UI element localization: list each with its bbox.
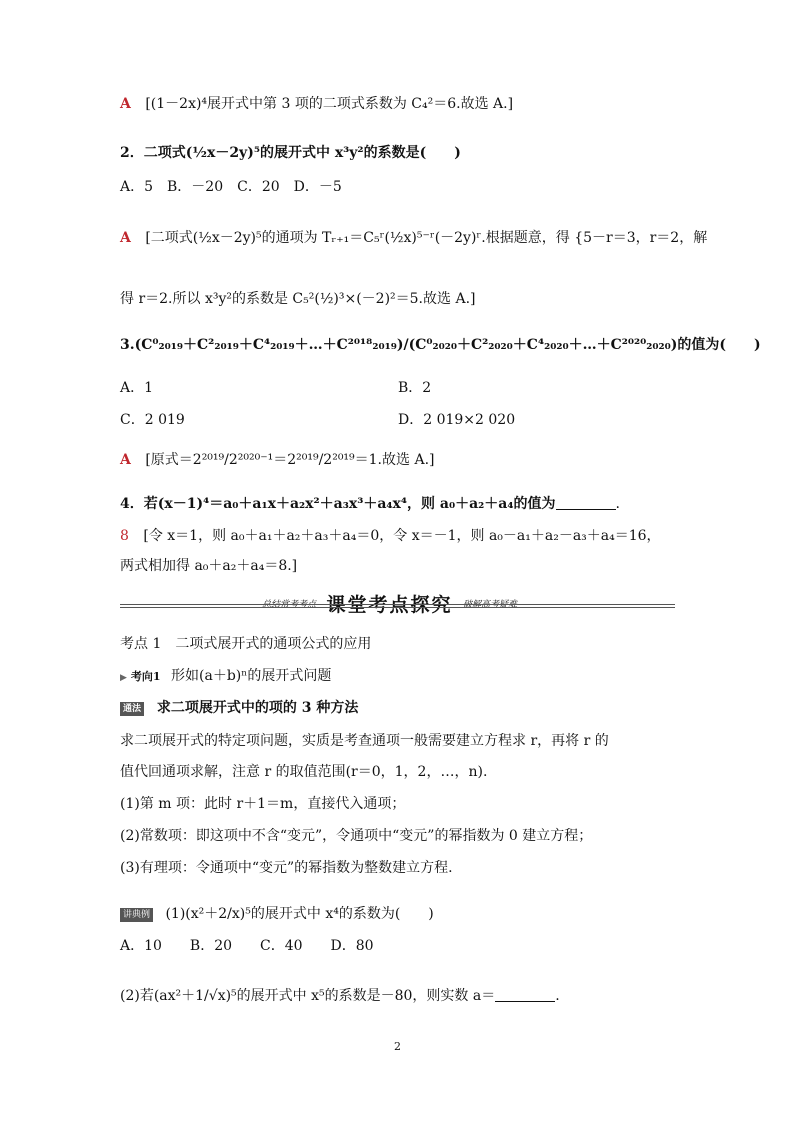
page-number: 2 <box>394 1040 401 1053</box>
section-divider <box>120 604 675 608</box>
answer-blank[interactable] <box>495 987 555 1002</box>
method-item-2: (2)常数项：即这项中不含“变元”，令通项中“变元”的幂指数为 0 建立方程； <box>120 828 593 844</box>
question-4: 4．若(x－1)⁴＝a₀＋a₁x＋a₂x²＋a₃x³＋a₄x⁴，则 a₀＋a₂＋a₄的值为 . <box>120 496 620 512</box>
direction-tag: ▶ 考向1 <box>120 670 161 683</box>
question-3-option-c: C．2 019 <box>120 412 185 428</box>
answer-line-3 <box>120 450 434 470</box>
answer-explanation: [二项式(½x－2y)⁵的通项为 Tᵣ₊₁＝C₅ʳ(½x)⁵⁻ʳ(－2y)ʳ.根据题意，得 {5－r＝3，r＝2，解 <box>145 230 708 246</box>
answer-explanation: [(1－2x)⁴展开式中第 3 项的二项式系数为 C₄²＝6.故选 A.] <box>145 96 514 112</box>
question-3-option-a: A．1 <box>120 380 154 396</box>
answer-line-1 <box>120 94 513 114</box>
method-para-1: 求二项展开式的特定项问题，实质是考查通项一般需要建立方程求 r，再将 r 的 <box>120 733 609 749</box>
answer-letter: A <box>120 96 131 112</box>
answer-letter: A <box>120 230 131 246</box>
answer-line-4 <box>120 526 661 546</box>
answer-line-4-cont: 两式相加得 a₀＋a₂＋a₄＝8.] <box>120 558 298 574</box>
banner-right-text: 破解高考疑难 <box>462 600 517 610</box>
example-2: (2)若(ax²＋1/√x)⁵的展开式中 x⁵的系数是－80，则实数 a＝ . <box>120 988 560 1004</box>
triangle-icon: ▶ <box>120 673 127 683</box>
question-3-option-d: D．2 019×2 020 <box>398 412 516 428</box>
answer-explanation: [原式＝2²⁰¹⁹/2²⁰²⁰⁻¹＝2²⁰¹⁹/2²⁰¹⁹＝1.故选 A.] <box>145 452 435 468</box>
answer-value: 8 <box>120 528 129 544</box>
question-3-option-b: B．2 <box>398 380 432 396</box>
answer-line-2-cont: 得 r＝2.所以 x³y²的系数是 C₅²(½)³×(－2)²＝5.故选 A.] <box>120 291 476 307</box>
answer-letter: A <box>120 452 131 468</box>
question-3: 3.(C⁰₂₀₁₉＋C²₂₀₁₉＋C⁴₂₀₁₉＋…＋C²⁰¹⁸₂₀₁₉)/(C⁰₂₀₂₀＋C²₂₀₂₀＋C⁴₂₀₂₀＋…＋C²⁰²⁰₂₀₂₀)的值为( ) <box>120 337 761 353</box>
question-2-options: A．5 B．－20 C．20 D．－5 <box>120 179 342 195</box>
answer-blank[interactable] <box>556 495 616 510</box>
example-tag: 讲典例 <box>120 908 153 922</box>
banner-left-text: 总结常考考点 <box>262 600 317 610</box>
banner-title: 课堂考点探究 <box>326 594 453 616</box>
example-1-options: A．10 B．20 C．40 D．80 <box>120 938 374 954</box>
method-heading: 通法 求二项展开式中的项的 3 种方法 <box>120 698 358 718</box>
answer-explanation: [令 x＝1，则 a₀＋a₁＋a₂＋a₃＋a₄＝0，令 x＝－1，则 a₀－a₁＋a₂－a₃＋a₄＝16， <box>143 528 661 544</box>
method-item-1: (1)第 m 项：此时 r＋1＝m，直接代入通项； <box>120 796 406 812</box>
method-item-3: (3)有理项：令通项中“变元”的幂指数为整数建立方程. <box>120 860 453 876</box>
question-2: 2．二项式(½x－2y)⁵的展开式中 x³y²的系数是( ) <box>120 145 461 161</box>
method-para-2: 值代回通项求解，注意 r 的取值范围(r＝0，1，2，…，n). <box>120 764 488 780</box>
method-tag: 通法 <box>120 702 144 716</box>
direction-heading: ▶ 考向1 形如(a＋b)ⁿ的展开式问题 <box>120 666 331 688</box>
topic-heading: 考点 1 二项式展开式的通项公式的应用 <box>120 636 372 652</box>
example-1: 讲典例 (1)(x²＋2/x)⁵的展开式中 x⁴的系数为( ) <box>120 904 434 924</box>
answer-line-2 <box>120 228 707 248</box>
